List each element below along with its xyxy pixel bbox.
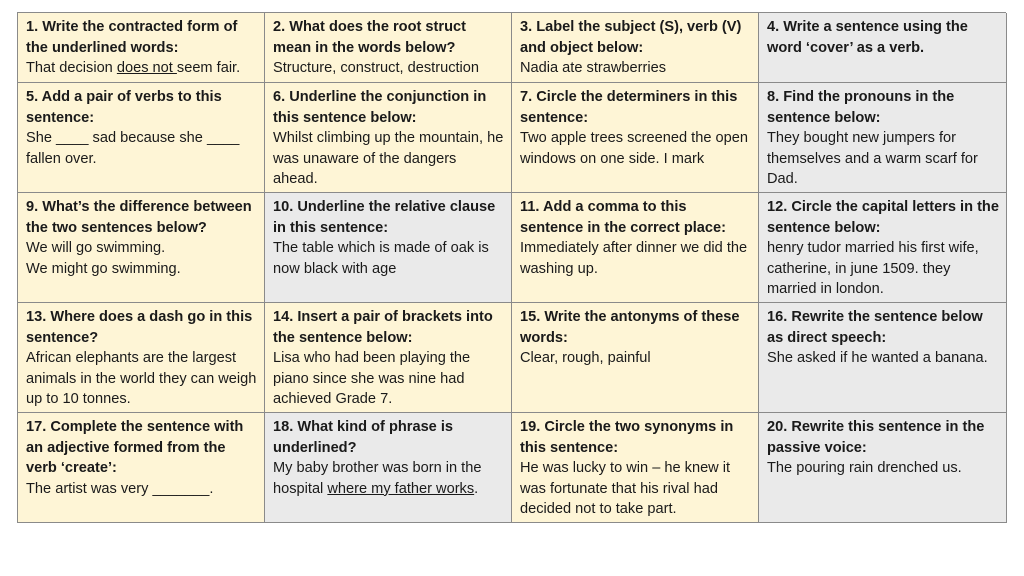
question-10-prompt: 10. Underline the relative clause in this sentence: [273, 199, 496, 236]
question-grid [17, 12, 1006, 523]
question-7-text: Two apple trees screened the open windows on one side. I mark [520, 130, 748, 167]
question-18-prompt: 18. What kind of phrase is underlined? [273, 419, 454, 456]
question-5-prompt: 5. Add a pair of verbs to this sentence: [26, 89, 222, 126]
question-15-text: Clear, rough, painful [520, 350, 651, 366]
question-1-prompt: 1. Write the contracted form of the underlined words: [26, 19, 238, 56]
question-3-text: Nadia ate strawberries [520, 60, 667, 76]
question-16-text: She asked if he wanted a banana. [767, 350, 988, 366]
question-8-prompt: 8. Find the pronouns in the sentence below: [767, 89, 955, 126]
question-13-text: African elephants are the largest animals in the world they can weigh up to 10 tonnes. [26, 350, 257, 407]
question-cell-12 [759, 193, 1007, 303]
question-cell-19 [512, 413, 759, 523]
question-18-text [273, 458, 505, 499]
question-19-prompt: 19. Circle the two synonyms in this sentence: [520, 419, 734, 456]
question-18-underlined: where my father works [327, 480, 475, 497]
question-cell-16 [759, 303, 1007, 413]
question-19-text: He was lucky to win – he knew it was fortunate that his rival had decided not to take part. [520, 460, 731, 517]
question-cell-14 [265, 303, 512, 413]
question-20-text: The pouring rain drenched us. [767, 460, 962, 476]
question-1-text [26, 58, 258, 79]
question-2-prompt: 2. What does the root struct mean in the words below? [273, 19, 466, 56]
question-cell-3 [512, 13, 759, 83]
question-cell-10 [265, 193, 512, 303]
question-13-prompt: 13. Where does a dash go in this sentence? [26, 309, 253, 346]
question-cell-9 [18, 193, 265, 303]
question-cell-5 [18, 83, 265, 193]
question-10-text: The table which is made of oak is now black with age [273, 240, 489, 277]
question-cell-13 [18, 303, 265, 413]
question-4-prompt: 4. Write a sentence using the word ‘cover’ as a verb. [767, 19, 968, 56]
question-cell-15 [512, 303, 759, 413]
question-18-text-pre: My baby brother was born in the hospital [273, 460, 482, 497]
question-16-prompt: 16. Rewrite the sentence below as direct speech: [767, 309, 983, 346]
question-cell-18 [265, 413, 512, 523]
question-7-prompt: 7. Circle the determiners in this sentence: [520, 89, 738, 126]
question-cell-4 [759, 13, 1007, 83]
question-cell-20 [759, 413, 1007, 523]
question-6-text: Whilst climbing up the mountain, he was unaware of the dangers ahead. [273, 130, 504, 187]
question-cell-17 [18, 413, 265, 523]
question-9-text-line-2: We might go swimming. [26, 260, 181, 277]
question-15-prompt: 15. Write the antonyms of these words: [520, 309, 740, 346]
question-2-text: Structure, construct, destruction [273, 60, 480, 76]
question-14-prompt: 14. Insert a pair of brackets into the sentence below: [273, 309, 493, 346]
question-cell-11 [512, 193, 759, 303]
question-6-prompt: 6. Underline the conjunction in this sentence below: [273, 89, 487, 126]
question-cell-7 [512, 83, 759, 193]
question-17-prompt: 17. Complete the sentence with an adjective formed from the verb ‘create’: [26, 419, 244, 476]
question-12-text: henry tudor married his first wife, catherine, in june 1509. they married in london. [767, 240, 979, 297]
question-20-prompt: 20. Rewrite this sentence in the passive voice: [767, 419, 985, 456]
question-9-prompt: 9. What’s the difference between the two sentences below? [26, 199, 252, 236]
question-1-text-pre: That decision [26, 60, 117, 76]
question-cell-2 [265, 13, 512, 83]
question-14-text: Lisa who had been playing the piano since she was nine had achieved Grade 7. [273, 350, 471, 407]
question-1-underlined: does not [116, 60, 177, 76]
question-8-text: They bought new jumpers for themselves and a warm scarf for Dad. [767, 130, 978, 187]
question-1-text-post: seem fair. [176, 60, 241, 76]
question-cell-8 [759, 83, 1007, 193]
question-cell-1 [18, 13, 265, 83]
question-cell-6 [265, 83, 512, 193]
question-12-prompt: 12. Circle the capital letters in the sentence below: [767, 199, 999, 236]
question-11-text: Immediately after dinner we did the washing up. [520, 240, 748, 277]
question-3-prompt: 3. Label the subject (S), verb (V) and object below: [520, 19, 742, 56]
question-11-prompt: 11. Add a comma to this sentence in the correct place: [520, 199, 727, 236]
question-17-text: The artist was very _______. [26, 480, 214, 497]
question-5-text: She ____ sad because she ____ fallen over. [26, 130, 240, 167]
question-9-text-line-1: We will go swimming. [26, 240, 166, 256]
question-18-text-post: . [474, 480, 479, 497]
